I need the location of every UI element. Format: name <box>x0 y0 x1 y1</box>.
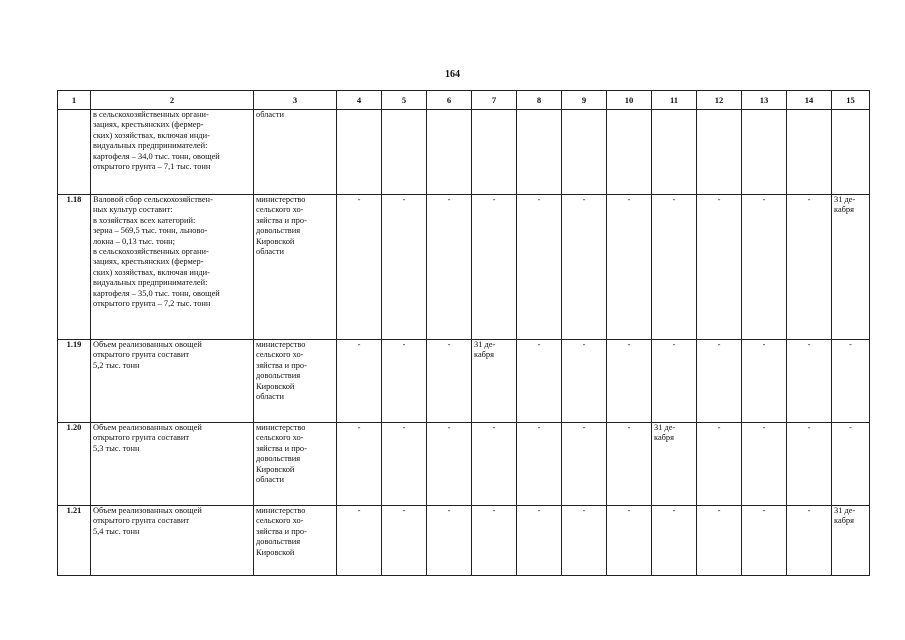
text-line: в сельскохозяйственных органи- <box>93 247 209 257</box>
text-line: открытого грунта – 7,2 тыс. тонн <box>93 299 211 309</box>
text-line: Кировской <box>256 547 295 557</box>
column-header-11: 11 <box>652 91 697 110</box>
quarter-cell <box>742 110 787 195</box>
column-header-5: 5 <box>382 91 427 110</box>
quarter-cell: - <box>337 423 382 506</box>
quarter-cell: - <box>607 506 652 576</box>
text-line: видуальных предпринимателей: <box>93 141 208 151</box>
quarter-cell: - <box>562 506 607 576</box>
text-line: в хозяйствах всех категорий: <box>93 215 196 225</box>
text-line: зациях, крестьянских (фермер- <box>93 120 204 130</box>
text-line: картофеля – 35,0 тыс. тонн, овощей <box>93 288 220 298</box>
text-line: Объем реализованных овощей <box>93 423 202 432</box>
text-line: зациях, крестьянских (фермер- <box>93 257 204 267</box>
quarter-cell: - <box>697 506 742 576</box>
text-line: довольствия <box>256 537 301 547</box>
quarter-cell: - <box>697 195 742 340</box>
text-line: ных культур составит: <box>93 205 173 215</box>
quarter-cell <box>517 110 562 195</box>
text-line: 5,3 тыс. тонн <box>93 443 140 453</box>
quarter-cell: - <box>562 423 607 506</box>
column-header-12: 12 <box>697 91 742 110</box>
deadline-text: кабря <box>474 350 494 360</box>
quarter-cell: - <box>427 423 472 506</box>
text-line: сельского хо- <box>256 433 304 443</box>
text-line: зяйства и про- <box>256 360 307 370</box>
quarter-cell: - <box>787 340 832 423</box>
quarter-cell: - <box>607 195 652 340</box>
item-description <box>91 110 254 195</box>
quarter-cell <box>472 110 517 195</box>
quarter-cell <box>832 110 870 195</box>
quarter-cell <box>787 110 832 195</box>
deadline-text: 31 де- <box>834 195 856 204</box>
text-line: довольствия <box>256 371 301 381</box>
text-line: ских) хозяйствах, включая инди- <box>93 267 210 277</box>
table-row <box>58 195 870 340</box>
quarter-cell: - <box>337 506 382 576</box>
text-line: видуальных предпринимателей: <box>93 278 208 288</box>
column-header-13: 13 <box>742 91 787 110</box>
quarter-cell <box>607 110 652 195</box>
text-line: сельского хо- <box>256 516 304 526</box>
item-description <box>91 506 254 576</box>
quarter-cell: - <box>787 423 832 506</box>
item-number: 1.21 <box>58 506 91 576</box>
quarter-cell <box>562 110 607 195</box>
column-header-15: 15 <box>832 91 870 110</box>
quarter-cell: - <box>697 340 742 423</box>
deadline-text: кабря <box>834 516 854 526</box>
item-number: 1.18 <box>58 195 91 340</box>
quarter-cell: - <box>832 340 870 423</box>
deadline-text: кабря <box>654 433 674 443</box>
item-number: 1.20 <box>58 423 91 506</box>
column-header-4: 4 <box>337 91 382 110</box>
deadline-text: 31 де- <box>474 340 496 349</box>
quarter-cell: - <box>382 506 427 576</box>
header-row <box>58 91 870 110</box>
text-line: сельского хо- <box>256 205 304 215</box>
quarter-cell: - <box>562 195 607 340</box>
quarter-cell: - <box>652 340 697 423</box>
quarter-cell: - <box>742 423 787 506</box>
deadline-text: 31 де- <box>834 506 856 515</box>
quarter-cell: - <box>652 195 697 340</box>
plan-table <box>57 90 870 576</box>
text-line: области <box>256 392 284 402</box>
text-line: открытого грунта составит <box>93 516 190 526</box>
quarter-cell: - <box>472 506 517 576</box>
quarter-cell: - <box>742 506 787 576</box>
quarter-cell <box>382 110 427 195</box>
text-line: зяйства и про- <box>256 443 307 453</box>
text-line: открытого грунта составит <box>93 350 190 360</box>
quarter-cell: - <box>607 423 652 506</box>
quarter-cell: - <box>517 423 562 506</box>
quarter-cell: - <box>697 423 742 506</box>
quarter-cell: - <box>427 340 472 423</box>
text-line: локна – 0,13 тыс. тонн; <box>93 236 175 246</box>
quarter-cell: - <box>382 195 427 340</box>
column-header-9: 9 <box>562 91 607 110</box>
quarter-cell: - <box>427 506 472 576</box>
column-header-1: 1 <box>58 91 91 110</box>
quarter-cell <box>697 110 742 195</box>
quarter-cell: - <box>427 195 472 340</box>
text-line: Кировской <box>256 464 295 474</box>
quarter-cell: - <box>472 423 517 506</box>
text-line: зяйства и про- <box>256 526 307 536</box>
text-line: довольствия <box>256 226 301 236</box>
responsible-body <box>254 340 337 423</box>
text-line: министерство <box>256 506 306 515</box>
column-header-10: 10 <box>607 91 652 110</box>
quarter-cell: - <box>652 506 697 576</box>
quarter-cell: - <box>337 195 382 340</box>
responsible-body <box>254 423 337 506</box>
table-row <box>58 110 870 195</box>
text-line: министерство <box>256 195 306 204</box>
quarter-cell: - <box>472 195 517 340</box>
table-row <box>58 423 870 506</box>
item-description <box>91 195 254 340</box>
item-description <box>91 340 254 423</box>
text-line: области <box>256 475 284 485</box>
page-number: 164 <box>445 69 460 80</box>
quarter-cell: - <box>382 340 427 423</box>
table-row <box>58 340 870 423</box>
quarter-cell <box>427 110 472 195</box>
quarter-cell: - <box>607 340 652 423</box>
quarter-cell: - <box>742 195 787 340</box>
item-number: 1.19 <box>58 340 91 423</box>
quarter-cell: - <box>517 340 562 423</box>
deadline-text: кабря <box>834 205 854 215</box>
text-line: области <box>256 247 284 257</box>
quarter-cell: - <box>832 423 870 506</box>
quarter-cell: - <box>787 506 832 576</box>
column-header-7: 7 <box>472 91 517 110</box>
column-header-14: 14 <box>787 91 832 110</box>
quarter-cell <box>472 340 517 423</box>
text-line: в сельскохозяйственных органи- <box>93 110 209 119</box>
item-number <box>58 110 91 195</box>
text-line: ских) хозяйствах, включая инди- <box>93 130 210 140</box>
deadline-text: 31 де- <box>654 423 676 432</box>
quarter-cell <box>832 195 870 340</box>
text-line: Кировской <box>256 381 295 391</box>
text-line: Кировской <box>256 236 295 246</box>
column-header-2: 2 <box>91 91 254 110</box>
column-header-6: 6 <box>427 91 472 110</box>
text-line: открытого грунта – 7,1 тыс. тонн <box>93 162 211 172</box>
quarter-cell: - <box>562 340 607 423</box>
text-line: министерство <box>256 423 306 432</box>
quarter-cell: - <box>787 195 832 340</box>
table-row <box>58 506 870 576</box>
quarter-cell: - <box>742 340 787 423</box>
responsible-body <box>254 195 337 340</box>
responsible-body <box>254 506 337 576</box>
text-line: 5,4 тыс. тонн <box>93 526 140 536</box>
text-line: Валовой сбор сельскохозяйствен- <box>93 195 213 204</box>
column-header-3: 3 <box>254 91 337 110</box>
text-line: Объем реализованных овощей <box>93 340 202 349</box>
text-line: сельского хо- <box>256 350 304 360</box>
quarter-cell <box>337 110 382 195</box>
quarter-cell <box>652 423 697 506</box>
quarter-cell <box>652 110 697 195</box>
text-line: Объем реализованных овощей <box>93 506 202 515</box>
responsible-body <box>254 110 337 195</box>
text-line: зяйства и про- <box>256 215 307 225</box>
column-header-8: 8 <box>517 91 562 110</box>
text-line: министерство <box>256 340 306 349</box>
quarter-cell: - <box>517 195 562 340</box>
text-line: области <box>256 110 284 119</box>
text-line: картофеля – 34,0 тыс. тонн, овощей <box>93 151 220 161</box>
text-line: 5,2 тыс. тонн <box>93 360 140 370</box>
quarter-cell: - <box>337 340 382 423</box>
text-line: зерна – 569,5 тыс. тонн, льново- <box>93 226 208 236</box>
quarter-cell: - <box>517 506 562 576</box>
text-line: довольствия <box>256 454 301 464</box>
text-line: открытого грунта составит <box>93 433 190 443</box>
quarter-cell <box>832 506 870 576</box>
quarter-cell: - <box>382 423 427 506</box>
item-description <box>91 423 254 506</box>
